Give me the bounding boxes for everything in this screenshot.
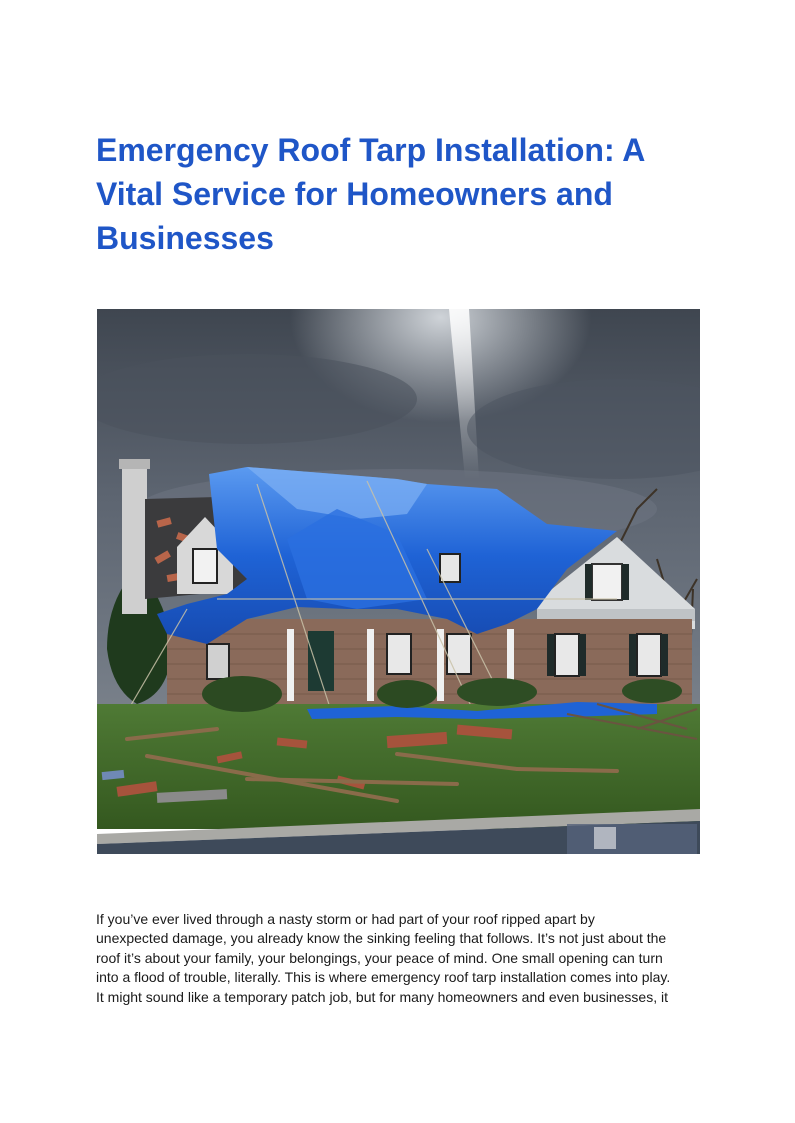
paragraph-line: into a flood of trouble, literally. This is where emergency roof tarp installation comes into play. bbox=[96, 969, 671, 986]
paragraph-line: roof it’s about your family, your belongings, your peace of mind. One small opening can turn bbox=[96, 949, 663, 966]
paragraph-line: If you’ve ever lived through a nasty storm or had part of your roof ripped apart by bbox=[96, 911, 595, 927]
house-tarp-photo bbox=[97, 309, 700, 854]
paragraph-line: It might sound like a temporary patch job, but for many homeowners and even businesses, it bbox=[96, 988, 668, 1005]
title-line: Businesses bbox=[96, 220, 274, 256]
title-line: Vital Service for Homeowners and bbox=[96, 176, 613, 212]
intro-paragraph bbox=[96, 910, 706, 1007]
paragraph-line: unexpected damage, you already know the sinking feeling that follows. It’s not just about the bbox=[96, 930, 667, 947]
title-line: Emergency Roof Tarp Installation: A bbox=[96, 132, 646, 168]
document-title bbox=[96, 128, 706, 260]
